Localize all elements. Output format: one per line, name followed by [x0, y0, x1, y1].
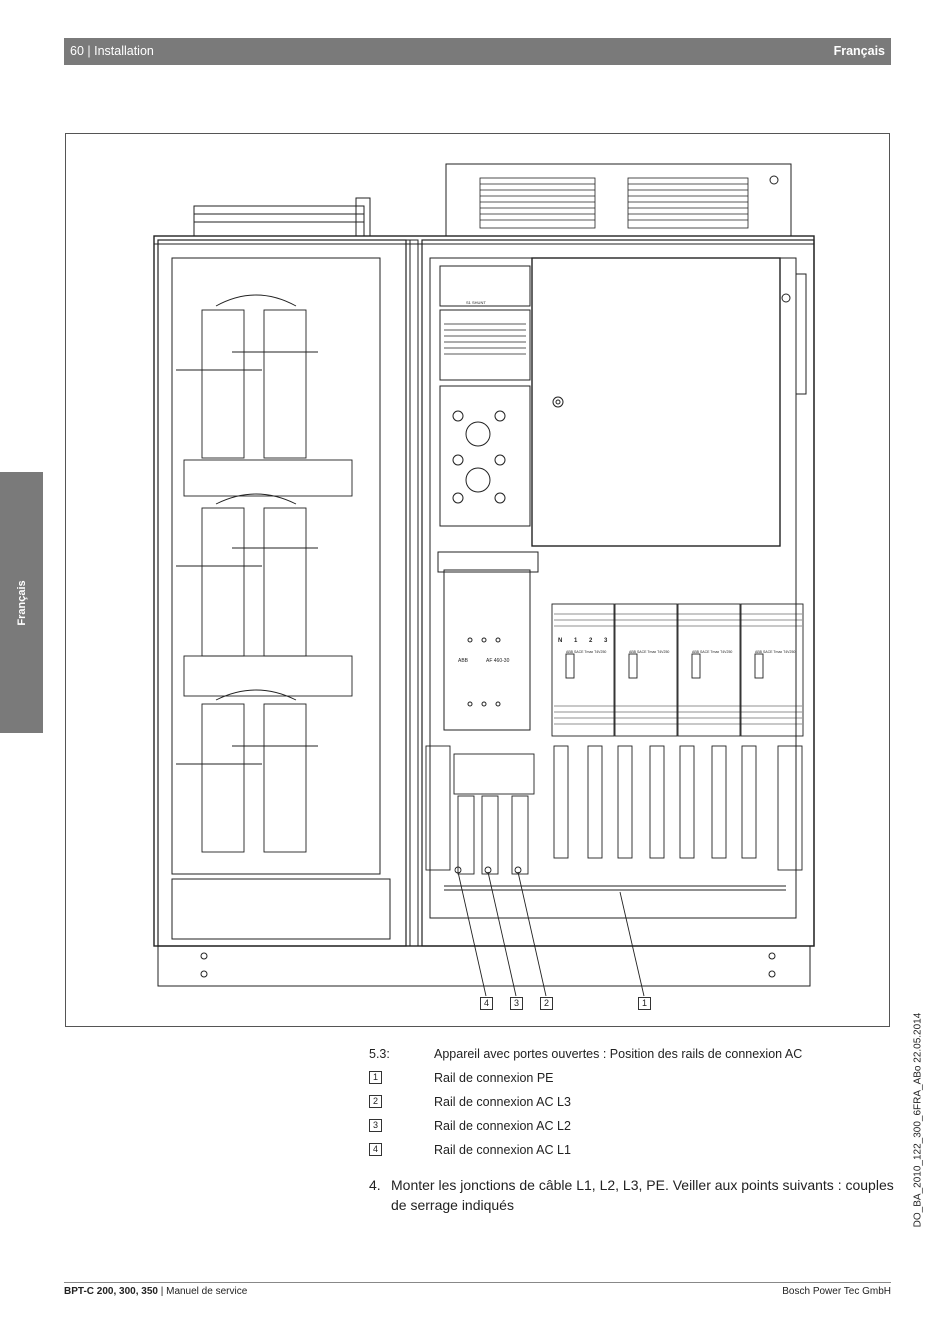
- label-module-3: ABB SACE Tmax T4V250: [692, 650, 733, 654]
- footer-product-info: [64, 1286, 247, 1297]
- breaker-modules: [552, 604, 803, 736]
- footer-manual: | Manuel de service: [157, 1286, 248, 1297]
- caption-item-text: Rail de connexion AC L1: [434, 1143, 571, 1157]
- caption-item-number: 2: [369, 1095, 382, 1108]
- caption-item-number: 1: [369, 1071, 382, 1084]
- figure-frame: [65, 133, 890, 1027]
- label-module-2: ABB SACE Tmax T4V250: [629, 650, 670, 654]
- terminal-1: 1: [574, 638, 578, 644]
- vent-grille-right: [628, 178, 748, 228]
- label-contactor: AF 460-30: [486, 658, 510, 664]
- caption-item-text: Rail de connexion AC L3: [434, 1095, 571, 1109]
- footer-divider: [64, 1282, 891, 1283]
- caption-item-number: 4: [369, 1143, 382, 1156]
- header-section: 60 | Installation: [70, 44, 154, 58]
- side-tab-label: Français: [15, 579, 28, 626]
- header-bar: [64, 38, 891, 65]
- terminal-n: N: [558, 638, 563, 644]
- label-module-1: ABB SACE Tmax T4V250: [566, 650, 607, 654]
- step-text: Monter les jonctions de câble L1, L2, L3, PE. Veiller aux points suivants : couples de serrage indiqués: [391, 1177, 894, 1213]
- cabinet-drawing: [66, 134, 891, 1028]
- label-nameplate: ABB: [458, 658, 469, 664]
- footer-company: Bosch Power Tec GmbH: [782, 1286, 891, 1297]
- terminal-labels-row: [558, 638, 607, 644]
- step-number: 4.: [369, 1177, 381, 1193]
- header-language: Français: [833, 44, 885, 58]
- capacitor-bank: [176, 295, 352, 852]
- language-side-tab: [0, 472, 43, 733]
- vent-grille-left: [480, 178, 595, 228]
- caption-item-text: Rail de connexion AC L2: [434, 1119, 571, 1133]
- callout-3: 3: [510, 997, 523, 1010]
- contactor: [438, 552, 538, 730]
- terminal-3: 3: [604, 638, 608, 644]
- label-shunt: S1 SHUNT: [466, 300, 486, 305]
- callout-4: 4: [480, 997, 493, 1010]
- terminal-2: 2: [589, 638, 593, 644]
- caption-item-number: 3: [369, 1119, 382, 1132]
- footer-product: BPT-C 200, 300, 350: [64, 1286, 158, 1297]
- caption-item-text: Rail de connexion PE: [434, 1071, 554, 1085]
- callout-leaders: [458, 872, 644, 996]
- caption-title: Appareil avec portes ouvertes : Position des rails de connexion AC: [434, 1047, 803, 1061]
- callout-2: 2: [540, 997, 553, 1010]
- lower-busbars: [426, 746, 802, 890]
- label-module-4: ABB SACE Tmax T4V250: [755, 650, 796, 654]
- caption-number: 5.3:: [369, 1047, 390, 1061]
- callout-1: 1: [638, 997, 651, 1010]
- document-reference: DO_BA_2010_122_300_6FRA_ABo 22.05.2014: [912, 1012, 924, 1228]
